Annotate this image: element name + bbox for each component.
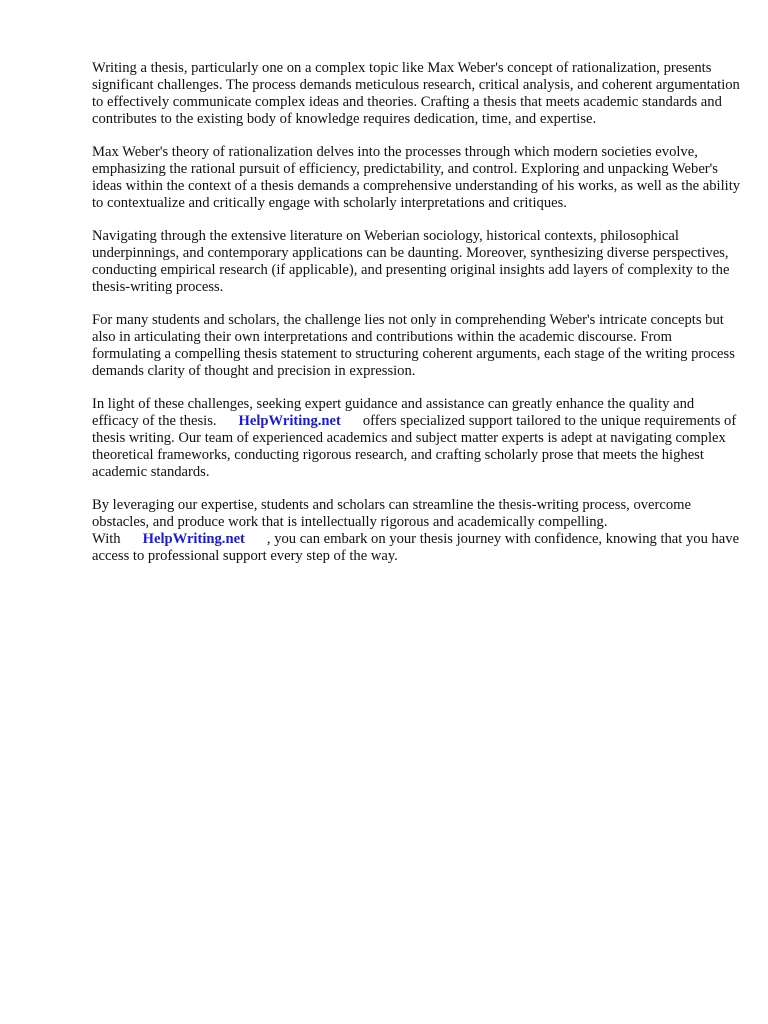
paragraph-guidance-text-after: offers specialized support tailored to the unique requirements of thesis writing. Our team of experienced academics and subject matter experts is adept at navigating complex theoretical frameworks, conducting rigorous research, and crafting scholarly prose that meets the highest academic standards. [92,413,737,480]
paragraph-weber-theory: Max Weber's theory of rationalization delves into the processes through which modern societies evolve, emphasizing the rational pursuit of efficiency, predictability, and control. Exploring and unpacking Weber's ideas within the context of a thesis demands a comprehensive understanding of his works, as well as the ability to contextualize and critically engage with scholarly interpretations and critiques. [92,144,741,211]
document-page [92,60,742,581]
paragraph-guidance-text-before: In light of these challenges, seeking expert guidance and assistance can greatly enhance the quality and efficacy of the thesis. [92,396,695,429]
paragraph-intro: Writing a thesis, particularly one on a complex topic like Max Weber's concept of rationalization, presents significant challenges. The process demands meticulous research, critical analysis, and coherent argumentation to effectively communicate complex ideas and theories. Crafting a thesis that meets academic standards and contributes to the existing body of knowledge requires dedication, time, and expertise. [92,60,740,127]
paragraph-challenge: For many students and scholars, the challenge lies not only in comprehending Weber's intricate concepts but also in articulating their own interpretations and contributions within the academic discourse. From formulating a compelling thesis statement to structuring coherent arguments, each stage of the writing process demands clarity of thought and precision in expression. [92,312,735,379]
paragraph-conclusion-text-after: , you can embark on your thesis journey with confidence, knowing that you have access to professional support every step of the way. [92,531,740,564]
paragraph-literature: Navigating through the extensive literature on Weberian sociology, historical contexts, philosophical underpinnings, and contemporary applications can be daunting. Moreover, synthesizing diverse perspectives, conducting empirical research (if applicable), and presenting original insights add layers of complexity to the thesis-writing process. [92,228,730,295]
paragraph-guidance [92,396,742,481]
helpwriting-link-2[interactable]: HelpWriting.net [142,531,245,547]
paragraph-conclusion [92,497,742,565]
paragraph-conclusion-text-before: By leveraging our expertise, students and scholars can streamline the thesis-writing process, overcome obstacles, and produce work that is intellectually rigorous and academically compelling. With [92,497,691,547]
helpwriting-link[interactable]: HelpWriting.net [238,413,341,429]
